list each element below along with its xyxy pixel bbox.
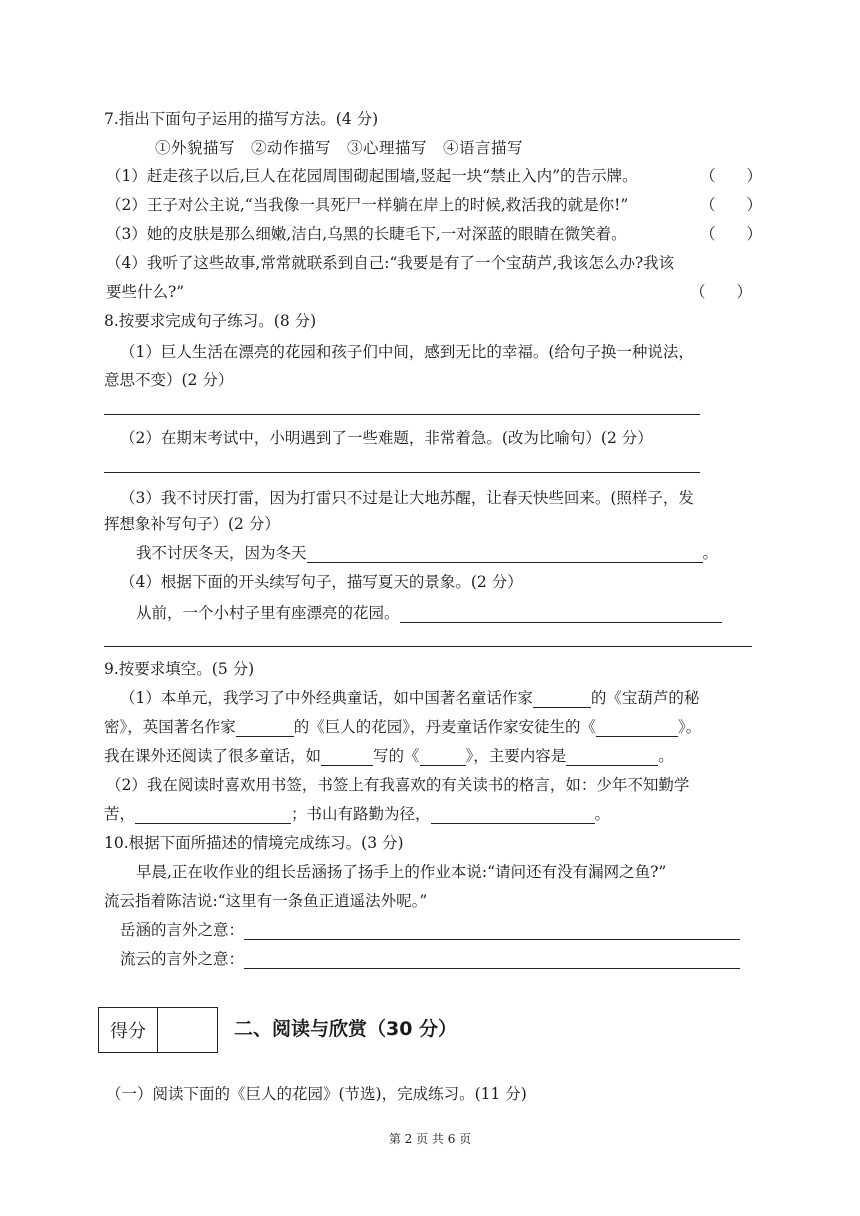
q9-blank-motto-1[interactable] <box>135 806 291 824</box>
score-label: 得分 <box>99 1008 158 1052</box>
score-box <box>98 1007 218 1053</box>
q7-options: ①外貌描写 ②动作描写 ③心理描写 ④语言描写 <box>155 139 524 157</box>
q9-p2-text-d: 。 <box>594 805 611 823</box>
q9-p2-text-b: 苦， <box>104 805 136 823</box>
q9-blank-motto-2[interactable] <box>431 806 595 824</box>
q7-answer-bracket-2[interactable]: （ ） <box>699 196 762 214</box>
q9-p1-line1 <box>120 688 699 708</box>
q9-p1-text-i: 。 <box>658 747 674 765</box>
q10-blank-2[interactable] <box>244 951 740 969</box>
q8-answer-line-2[interactable] <box>104 472 700 473</box>
q10-answer-1 <box>120 920 740 940</box>
reading-1-intro: （一）阅读下面的《巨人的花园》(节选)，完成练习。(11 分) <box>106 1085 527 1103</box>
q10-label-1: 岳涵的言外之意： <box>120 921 245 939</box>
q9-p1-text-b: 的《宝葫芦的秘 <box>590 689 700 707</box>
q10-title: 10.根据下面所描述的情境完成练习。(3 分) <box>104 834 404 852</box>
q9-p1-text-e: 》。 <box>678 718 702 736</box>
q9-blank-andersen-book[interactable] <box>596 719 678 737</box>
page-footer: 第 2 页 共 6 页 <box>388 1132 472 1146</box>
q10-line-1: 早晨,正在收作业的组长岳涵扬了扬手上的作业本说:“请问还有没有漏网之鱼?” <box>136 863 667 881</box>
q7-item-1: （1）赶走孩子以后,巨人在花园周围砌起围墙,竖起一块“禁止入内”的告示牌。 <box>106 167 638 185</box>
q7-answer-bracket-3[interactable]: （ ） <box>699 225 762 243</box>
q8-item-2: （2）在期末考试中，小明遇到了一些难题，非常着急。(改为比喻句）(2 分） <box>120 429 653 447</box>
section-title: 二、阅读与欣赏（30 分） <box>234 1018 458 1040</box>
q8-item-3-blank[interactable] <box>307 545 703 563</box>
q10-line-2: 流云指着陈洁说:“这里有一条鱼正逍遥法外呢。” <box>104 892 428 910</box>
score-field[interactable] <box>158 1008 217 1052</box>
q8-item-3: （3）我不讨厌打雷，因为打雷只不过是让大地苏醒，让春天快些回来。(照样子，发 <box>120 489 694 507</box>
q8-answer-line-1[interactable] <box>104 414 700 415</box>
q7-answer-bracket-1[interactable]: （ ） <box>699 167 762 185</box>
q9-p1-text-g: 写的《 <box>373 747 420 765</box>
q8-item-4: （4）根据下面的开头续写句子，描写夏天的景象。(2 分） <box>120 573 523 591</box>
q9-p1-text-c: 密》，英国著名作家 <box>104 718 236 736</box>
q9-p2-line2 <box>104 804 610 824</box>
q9-p1-text-d: 的《巨人的花园》，丹麦童话作家安徒生的《 <box>293 718 597 736</box>
q7-item-2: （2）王子对公主说,“当我像一具死尸一样躺在岸上的时候,救活我的就是你!” <box>106 196 629 214</box>
q9-blank-english-author[interactable] <box>236 719 294 737</box>
q8-item-3-prompt: 我不讨厌冬天，因为冬天 <box>136 544 307 562</box>
q8-item-1-cont: 意思不变）(2 分） <box>104 371 234 389</box>
q10-label-2: 流云的言外之意： <box>120 950 245 968</box>
q9-blank-main-content[interactable] <box>566 748 658 766</box>
q9-p1-line2 <box>104 717 701 737</box>
q9-p2-line1: （2）我在阅读时喜欢用书签，书签上有我喜欢的有关读书的格言，如：少年不知勤学 <box>106 776 690 794</box>
q7-answer-bracket-4[interactable]: （ ） <box>689 283 752 301</box>
q9-blank-extra-book[interactable] <box>420 748 466 766</box>
q8-item-3-end: 。 <box>702 544 719 562</box>
q9-p1-text-f: 我在课外还阅读了很多童话，如 <box>104 747 322 765</box>
q7-item-4: （4）我听了这些故事,常常就联系到自己:“我要是有了一个宝葫芦,我该怎么办?我该 <box>106 254 675 272</box>
q9-blank-chinese-author[interactable] <box>533 690 591 708</box>
q9-blank-extra-author[interactable] <box>321 748 373 766</box>
q9-title: 9.按要求填空。(5 分) <box>104 660 255 678</box>
q8-item-3-sentence <box>136 543 718 563</box>
q8-item-3-cont: 挥想象补写句子）(2 分） <box>104 515 280 533</box>
q7-item-4-cont: 要些什么?” <box>106 283 185 301</box>
q10-blank-1[interactable] <box>244 922 740 940</box>
q9-p1-text-h: 》，主要内容是 <box>465 747 567 765</box>
q8-title: 8.按要求完成句子练习。(8 分) <box>104 312 317 330</box>
q9-p2-text-c: ；书山有路勤为径， <box>291 805 431 823</box>
q8-item-4-prompt: 从前，一个小村子里有座漂亮的花园。 <box>136 604 400 622</box>
q10-answer-2 <box>120 949 740 969</box>
q8-item-4-sentence <box>136 603 722 623</box>
q8-item-1: （1）巨人生活在漂亮的花园和孩子们中间，感到无比的幸福。(给句子换一种说法， <box>120 343 694 361</box>
q8-answer-line-4[interactable] <box>104 646 752 647</box>
q8-item-4-blank[interactable] <box>400 605 722 623</box>
q9-p1-text-a: （1）本单元，我学习了中外经典童话，如中国著名童话作家 <box>120 689 533 707</box>
q7-item-3: （3）她的皮肤是那么细嫩,洁白,乌黑的长睫毛下,一对深蓝的眼睛在微笑着。 <box>106 225 627 243</box>
q9-p1-line3 <box>104 746 674 766</box>
q7-title: 7.指出下面句子运用的描写方法。(4 分) <box>104 110 379 128</box>
